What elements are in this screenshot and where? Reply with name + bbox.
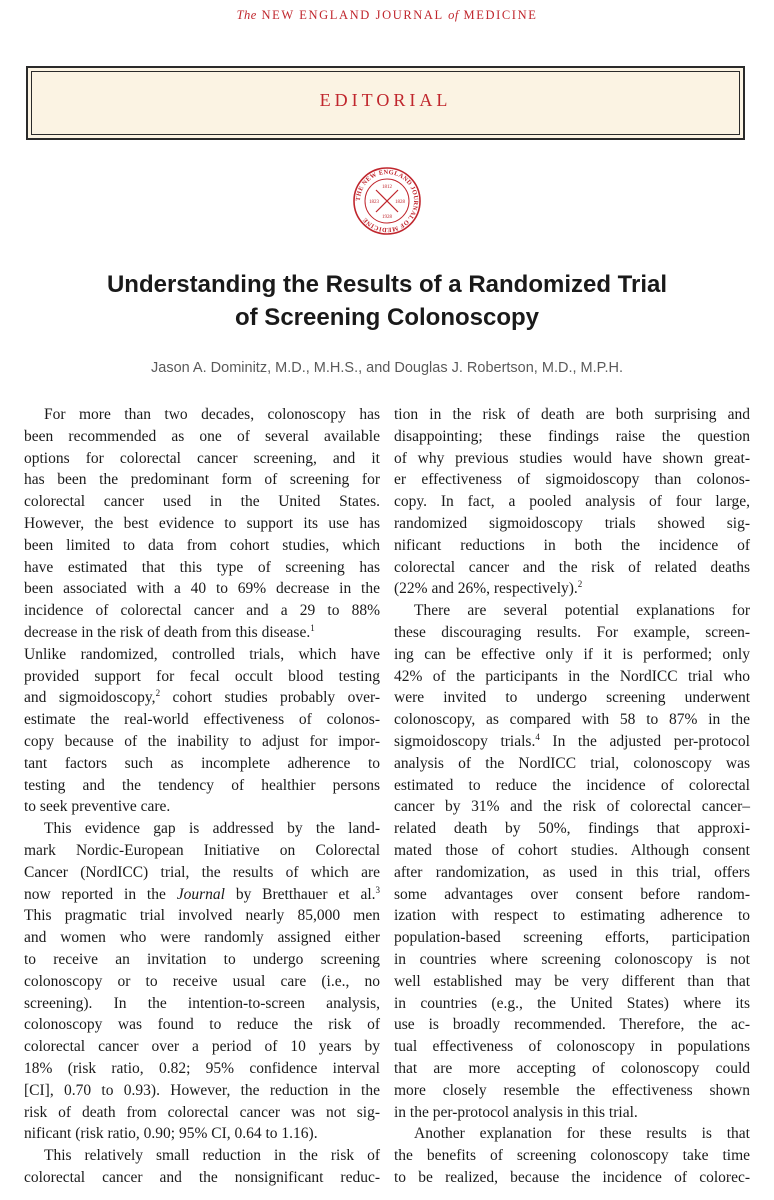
article-title xyxy=(60,268,714,334)
body-text: In the adjusted per-protocol xyxy=(552,732,750,750)
body-line: tual effectiveness of colonoscopy in populations xyxy=(394,1038,750,1056)
body-line: incidence of colorectal cancer and a 29 to 88% xyxy=(24,602,380,620)
journal-of: of xyxy=(448,8,459,22)
body-line: have estimated that this type of screening has xyxy=(24,558,380,576)
body-line: copy because of the inability to adjust for impor- xyxy=(24,732,380,750)
body-line: 18% (risk ratio, 0.82; 95% confidence interval xyxy=(24,1059,380,1077)
body-text: and sigmoidoscopy, xyxy=(24,689,156,707)
body-line: risk of death from colorectal cancer was not sig- xyxy=(24,1103,380,1121)
article-title-line-1: Understanding the Results of a Randomized Trial xyxy=(106,271,668,298)
body-line: to seek preventive care. xyxy=(24,798,171,816)
body-line: and women who were randomly assigned either xyxy=(24,929,380,947)
body-line: after randomization, as used in this trial, offers xyxy=(394,863,750,881)
body-line: been recommended as one of several available xyxy=(24,427,380,445)
journal-name-italic: Journal xyxy=(176,885,225,903)
body-line: tion in the risk of death are both surprising and xyxy=(394,406,750,423)
body-line: However, the best evidence to support its use has xyxy=(24,514,380,532)
body-line: screening). In the intention-to-screen analysis, xyxy=(24,994,380,1012)
body-line: Another explanation for these results is that xyxy=(414,1125,750,1143)
body-line: copy. In fact, a pooled analysis of four large, xyxy=(394,493,750,511)
body-line: population-based screening efforts, participation xyxy=(394,929,750,947)
body-line: [CI], 0.70 to 0.93). However, the reduction in the xyxy=(24,1081,380,1099)
body-line: of why previous studies would have shown great- xyxy=(394,449,750,467)
journal-seal-icon xyxy=(352,166,422,236)
reference-marker: 2 xyxy=(155,688,161,699)
body-line: nificant (risk ratio, 0.90; 95% CI, 0.64 to 1.16). xyxy=(24,1125,318,1143)
body-line: some advantages over consent before random- xyxy=(394,885,750,903)
body-line: estimate the real-world effectiveness of colonos- xyxy=(24,711,380,729)
body-line: disappointing; these findings raise the question xyxy=(394,427,750,445)
body-line: options for colorectal cancer screening, and it xyxy=(24,449,380,467)
body-line: er effectiveness of sigmoidoscopy than colonos- xyxy=(394,471,750,489)
body-line: cancer by 31% and the risk of colorectal cancer– xyxy=(394,798,750,816)
body-line: been limited to data from cohort studies, which xyxy=(24,536,380,554)
body-line: mark Nordic-European Initiative on Colorectal xyxy=(24,841,380,859)
body-text: (22% and 26%, respectively). xyxy=(394,580,578,598)
body-line xyxy=(24,687,380,709)
body-line: that are more accepting of colonoscopy could xyxy=(394,1059,750,1077)
body-line: nificant reductions in both the incidence of xyxy=(394,536,750,554)
body-line: 42% of the participants in the NordICC trial who xyxy=(394,667,750,685)
body-line: in countries where screening colonoscopy is not xyxy=(394,950,750,968)
body-line: has been the predominant form of screening for xyxy=(24,471,380,489)
reference-marker: 2 xyxy=(577,579,583,590)
reference-marker: 3 xyxy=(375,884,381,895)
body-line: For more than two decades, colonoscopy has xyxy=(44,406,380,423)
seal-ring-text: THE NEW ENGLAND JOURNAL OF MEDICINE xyxy=(354,168,420,234)
journal-header xyxy=(0,8,774,23)
body-text: now reported in the xyxy=(24,885,166,903)
body-line: colorectal cancer and the risk of related deaths xyxy=(394,558,750,576)
body-line: ization with respect to estimating adherence to xyxy=(394,907,750,925)
body-line: testing and the tendency of healthier persons xyxy=(24,776,380,794)
body-line: the benefits of screening colonoscopy take time xyxy=(394,1147,750,1165)
journal-medicine: MEDICINE xyxy=(463,8,538,22)
body-line xyxy=(24,622,380,644)
body-line: colorectal cancer and the nonsignificant reduc- xyxy=(24,1168,380,1186)
seal-year-bottom: 1928 xyxy=(382,215,392,220)
body-line: This relatively small reduction in the risk of xyxy=(44,1147,380,1165)
body-text: cohort studies probably over- xyxy=(172,689,380,707)
body-line: colorectal cancer over a period of 10 years by xyxy=(24,1038,380,1056)
article-title-line-2: of Screening Colonoscopy xyxy=(234,304,540,331)
body-line: Unlike randomized, controlled trials, which have xyxy=(24,645,380,663)
body-line: in countries (e.g., the United States) where its xyxy=(394,994,750,1012)
body-line: provided support for fecal occult blood testing xyxy=(24,667,380,685)
section-banner xyxy=(26,66,745,140)
body-line: these discouraging results. For example, screen- xyxy=(394,623,750,641)
body-line: well established may be very different than that xyxy=(394,972,750,990)
body-line: been associated with a 40 to 69% decrease in the xyxy=(24,580,380,598)
reference-marker: 1 xyxy=(310,622,315,633)
body-text: sigmoidoscopy trials. xyxy=(394,732,536,750)
journal-the: The xyxy=(236,8,257,22)
body-line: related death by 50%, findings that approxi- xyxy=(394,820,750,838)
body-line: ing can be effective only if it is performed; only xyxy=(394,645,750,663)
body-line: in the per-protocol analysis in this trial. xyxy=(394,1103,638,1121)
body-line xyxy=(24,884,380,906)
body-line: mated those of cohort studies. Although consent xyxy=(394,841,750,859)
body-line: Cancer (NordICC) trial, the results of which are xyxy=(24,863,380,881)
body-line: There are several potential explanations for xyxy=(414,602,750,620)
body-line: randomized sigmoidoscopy trials showed sig- xyxy=(394,514,750,532)
section-label: EDITORIAL xyxy=(319,90,452,110)
body-line: to be realized, because the incidence of colorec- xyxy=(394,1168,750,1186)
body-line: more closely resemble the effectiveness shown xyxy=(394,1081,750,1099)
article-authors: Jason A. Dominitz, M.D., M.H.S., and Douglas J. Robertson, M.D., M.P.H. xyxy=(151,360,623,376)
body-column-left xyxy=(24,404,380,1189)
body-line: tant factors such as incomplete adherence to xyxy=(24,754,380,772)
body-line: estimated to reduce the incidence of colorectal xyxy=(394,776,750,794)
journal-name: NEW ENGLAND JOURNAL xyxy=(261,8,444,22)
body-line: analysis of the NordICC trial, colonoscopy was xyxy=(394,754,750,772)
body-text: by Bretthauer et al. xyxy=(235,885,376,903)
body-line: to receive an invitation to undergo screening xyxy=(24,950,380,968)
seal-year-right: 1828 xyxy=(395,200,405,205)
body-line: use is broadly recommended. Therefore, the ac- xyxy=(394,1016,750,1034)
reference-marker: 4 xyxy=(535,731,540,742)
body-column-right xyxy=(394,404,750,1189)
body-line: This pragmatic trial involved nearly 85,000 men xyxy=(24,907,380,925)
seal-year-left: 1823 xyxy=(369,200,379,205)
body-line: colonoscopy, as compared with 58 to 87% in the xyxy=(394,711,750,729)
body-line: This evidence gap is addressed by the land- xyxy=(44,820,380,838)
seal-year-top: 1812 xyxy=(382,185,392,190)
body-line: colonoscopy was found to reduce the risk of xyxy=(24,1016,380,1034)
body-line: were invited to undergo screening underwent xyxy=(394,689,750,707)
body-line xyxy=(394,731,750,753)
body-text: decrease in the risk of death from this disease. xyxy=(24,623,311,641)
body-line: colorectal cancer used in the United States. xyxy=(24,493,380,511)
body-line: colonoscopy or to receive usual care (i.e., no xyxy=(24,972,380,990)
body-line xyxy=(394,578,750,600)
